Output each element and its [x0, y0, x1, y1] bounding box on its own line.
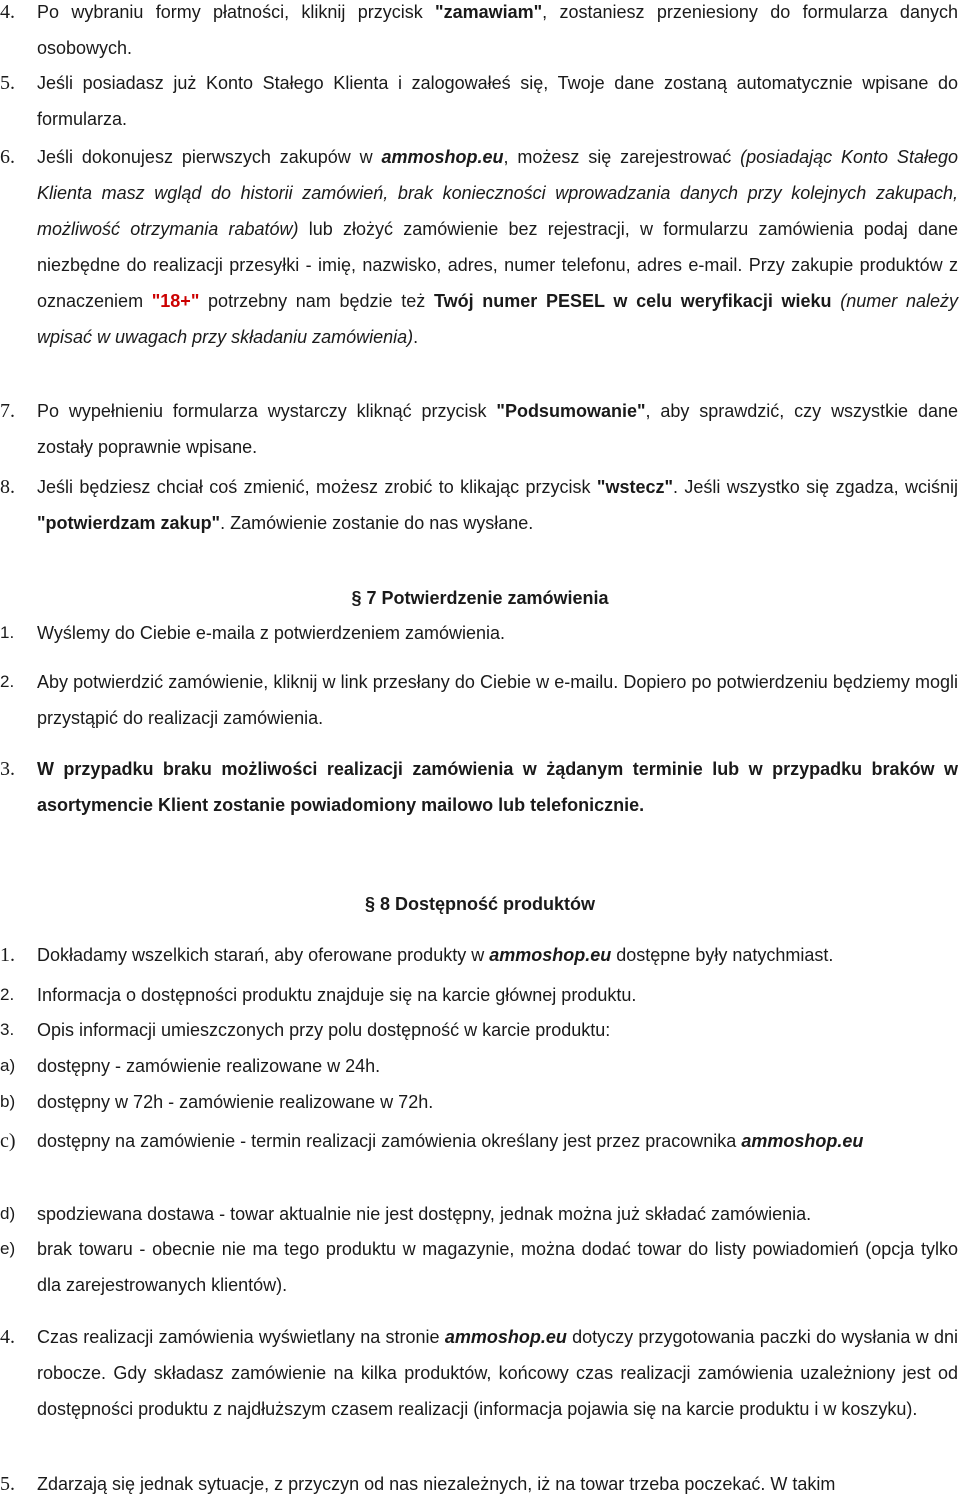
list-number: 7.: [0, 400, 15, 422]
list-number: 4.: [0, 1326, 15, 1348]
list-item-text: dostępny na zamówienie - termin realizacji zamówienia określany jest przez pracownika ammoshop.eu: [37, 1131, 864, 1151]
list-item-text: Czas realizacji zamówienia wyświetlany na stronie ammoshop.eu dotyczy przygotowania paczki do wysłania w dni robocze. Gdy składasz zamówienie na kilka produktów, końcowy czas realizacji zamówienia uzależniony jest od dostępności produktu z najdłuższym czasem realizacji (informacja pojawia się na karcie produktu i w koszyku).: [37, 1327, 958, 1419]
list-item-text: dostępny w 72h - zamówienie realizowane w 72h.: [37, 1092, 434, 1112]
subitem-c: [0, 1123, 958, 1159]
section-7-item-3: [0, 751, 958, 823]
list-number: 5.: [0, 72, 15, 94]
list-number: 3.: [0, 758, 15, 780]
list-letter: c): [0, 1130, 16, 1152]
list-number: 3.: [0, 1020, 15, 1039]
list-item-text: W przypadku braku możliwości realizacji zamówienia w żądanym terminie lub w przypadku braków w asortymencie Klient zostanie powiadomiony mailowo lub telefonicznie.: [37, 759, 958, 815]
section-8-item-3: [0, 1012, 958, 1048]
section-7-heading: § 7 Potwierdzenie zamówienia: [351, 588, 609, 608]
list-number: 6.: [0, 146, 15, 168]
section-8-item-1: [0, 937, 958, 973]
subitem-b: [0, 1084, 958, 1120]
subitem-a: [0, 1048, 958, 1084]
list-item-text: Wyślemy do Ciebie e-maila z potwierdzeniem zamówienia.: [37, 623, 506, 643]
subitem-d: [0, 1196, 958, 1232]
section-8-heading: § 8 Dostępność produktów: [364, 894, 596, 914]
list-number: 5.: [0, 1473, 15, 1495]
list-item-text: Informacja o dostępności produktu znajduje się na karcie głównej produktu.: [37, 985, 637, 1005]
list-item-text: Jeśli będziesz chciał coś zmienić, możesz zrobić to klikając przycisk "wstecz". Jeśli wszystko się zgadza, wciśnij "potwierdzam zakup". Zamówienie zostanie do nas wysłane.: [37, 477, 958, 533]
list-item-text: Po wypełnieniu formularza wystarczy kliknąć przycisk "Podsumowanie", aby sprawdzić, czy wszystkie dane zostały poprawnie wpisane.: [37, 401, 958, 457]
shop-name: ammoshop.eu: [444, 1327, 567, 1347]
shop-name: ammoshop.eu: [489, 945, 612, 965]
list-item-5: [0, 65, 958, 137]
list-number: 4.: [0, 1, 15, 23]
list-number: 8.: [0, 476, 15, 498]
subitem-e: [0, 1231, 958, 1303]
list-item-text: Opis informacji umieszczonych przy polu dostępność w karcie produktu:: [37, 1020, 611, 1040]
list-item-8: [0, 469, 958, 541]
list-item-text: spodziewana dostawa - towar aktualnie nie jest dostępny, jednak można już składać zamówienia.: [37, 1204, 812, 1224]
list-number: 1.: [0, 623, 15, 642]
list-item-4: [0, 0, 958, 66]
list-item-text: Jeśli dokonujesz pierwszych zakupów w ammoshop.eu, możesz się zarejestrować (posiadając Konto Stałego Klienta masz wgląd do historii zamówień, brak konieczności wprowadzania danych przy kolejnych zakupach, możliwość otrzymania rabatów) lub złożyć zamówienie bez rejestracji, w formularzu zamówienia podaj dane niezbędne do realizacji przesyłki - imię, nazwisko, adres, numer telefonu, adres e-mail. Przy zakupie produktów z oznaczeniem "18+" potrzebny nam będzie też Twój numer PESEL w celu weryfikacji wieku (numer należy wpisać w uwagach przy składaniu zamówienia).: [37, 147, 959, 347]
section-8-item-5: [0, 1466, 958, 1502]
shop-name: ammoshop.eu: [741, 1131, 864, 1151]
list-letter: b): [0, 1092, 16, 1111]
button-name-zamawiam: "zamawiam": [435, 2, 543, 22]
list-number: 2.: [0, 985, 15, 1004]
list-letter: a): [0, 1056, 16, 1075]
list-item-6: [0, 139, 958, 355]
list-item-text: Zdarzają się jednak sytuacje, z przyczyn od nas niezależnych, iż na towar trzeba poczekać. W takim: [37, 1474, 836, 1494]
section-8-item-4: [0, 1319, 958, 1427]
list-letter: d): [0, 1204, 16, 1223]
list-item-text: Aby potwierdzić zamówienie, kliknij w link przesłany do Ciebie w e-mailu. Dopiero po potwierdzeniu będziemy mogli przystąpić do realizacji zamówienia.: [37, 672, 958, 728]
list-item-text: dostępny - zamówienie realizowane w 24h.: [37, 1056, 381, 1076]
section-8-item-2: [0, 977, 958, 1013]
list-item-text: Po wybraniu formy płatności, kliknij przycisk "zamawiam", zostaniesz przeniesiony do formularza danych osobowych.: [37, 2, 958, 58]
list-item-text: brak towaru - obecnie nie ma tego produktu w magazynie, można dodać towar do listy powiadomień (opcja tylko dla zarejestrowanych klientów).: [37, 1239, 958, 1295]
section-7-item-1: [0, 615, 958, 651]
list-number: 1.: [0, 944, 15, 966]
shop-name: ammoshop.eu: [381, 147, 504, 167]
list-item-7: [0, 393, 958, 465]
list-item-text: Dokładamy wszelkich starań, aby oferowane produkty w ammoshop.eu dostępne były natychmiast.: [37, 945, 834, 965]
age-badge: "18+": [151, 291, 200, 311]
list-number: 2.: [0, 672, 15, 691]
list-item-text: Jeśli posiadasz już Konto Stałego Klienta i zalogowałeś się, Twoje dane zostaną automatycznie wpisane do formularza.: [37, 73, 958, 129]
section-7-item-2: [0, 664, 958, 736]
list-letter: e): [0, 1239, 16, 1258]
